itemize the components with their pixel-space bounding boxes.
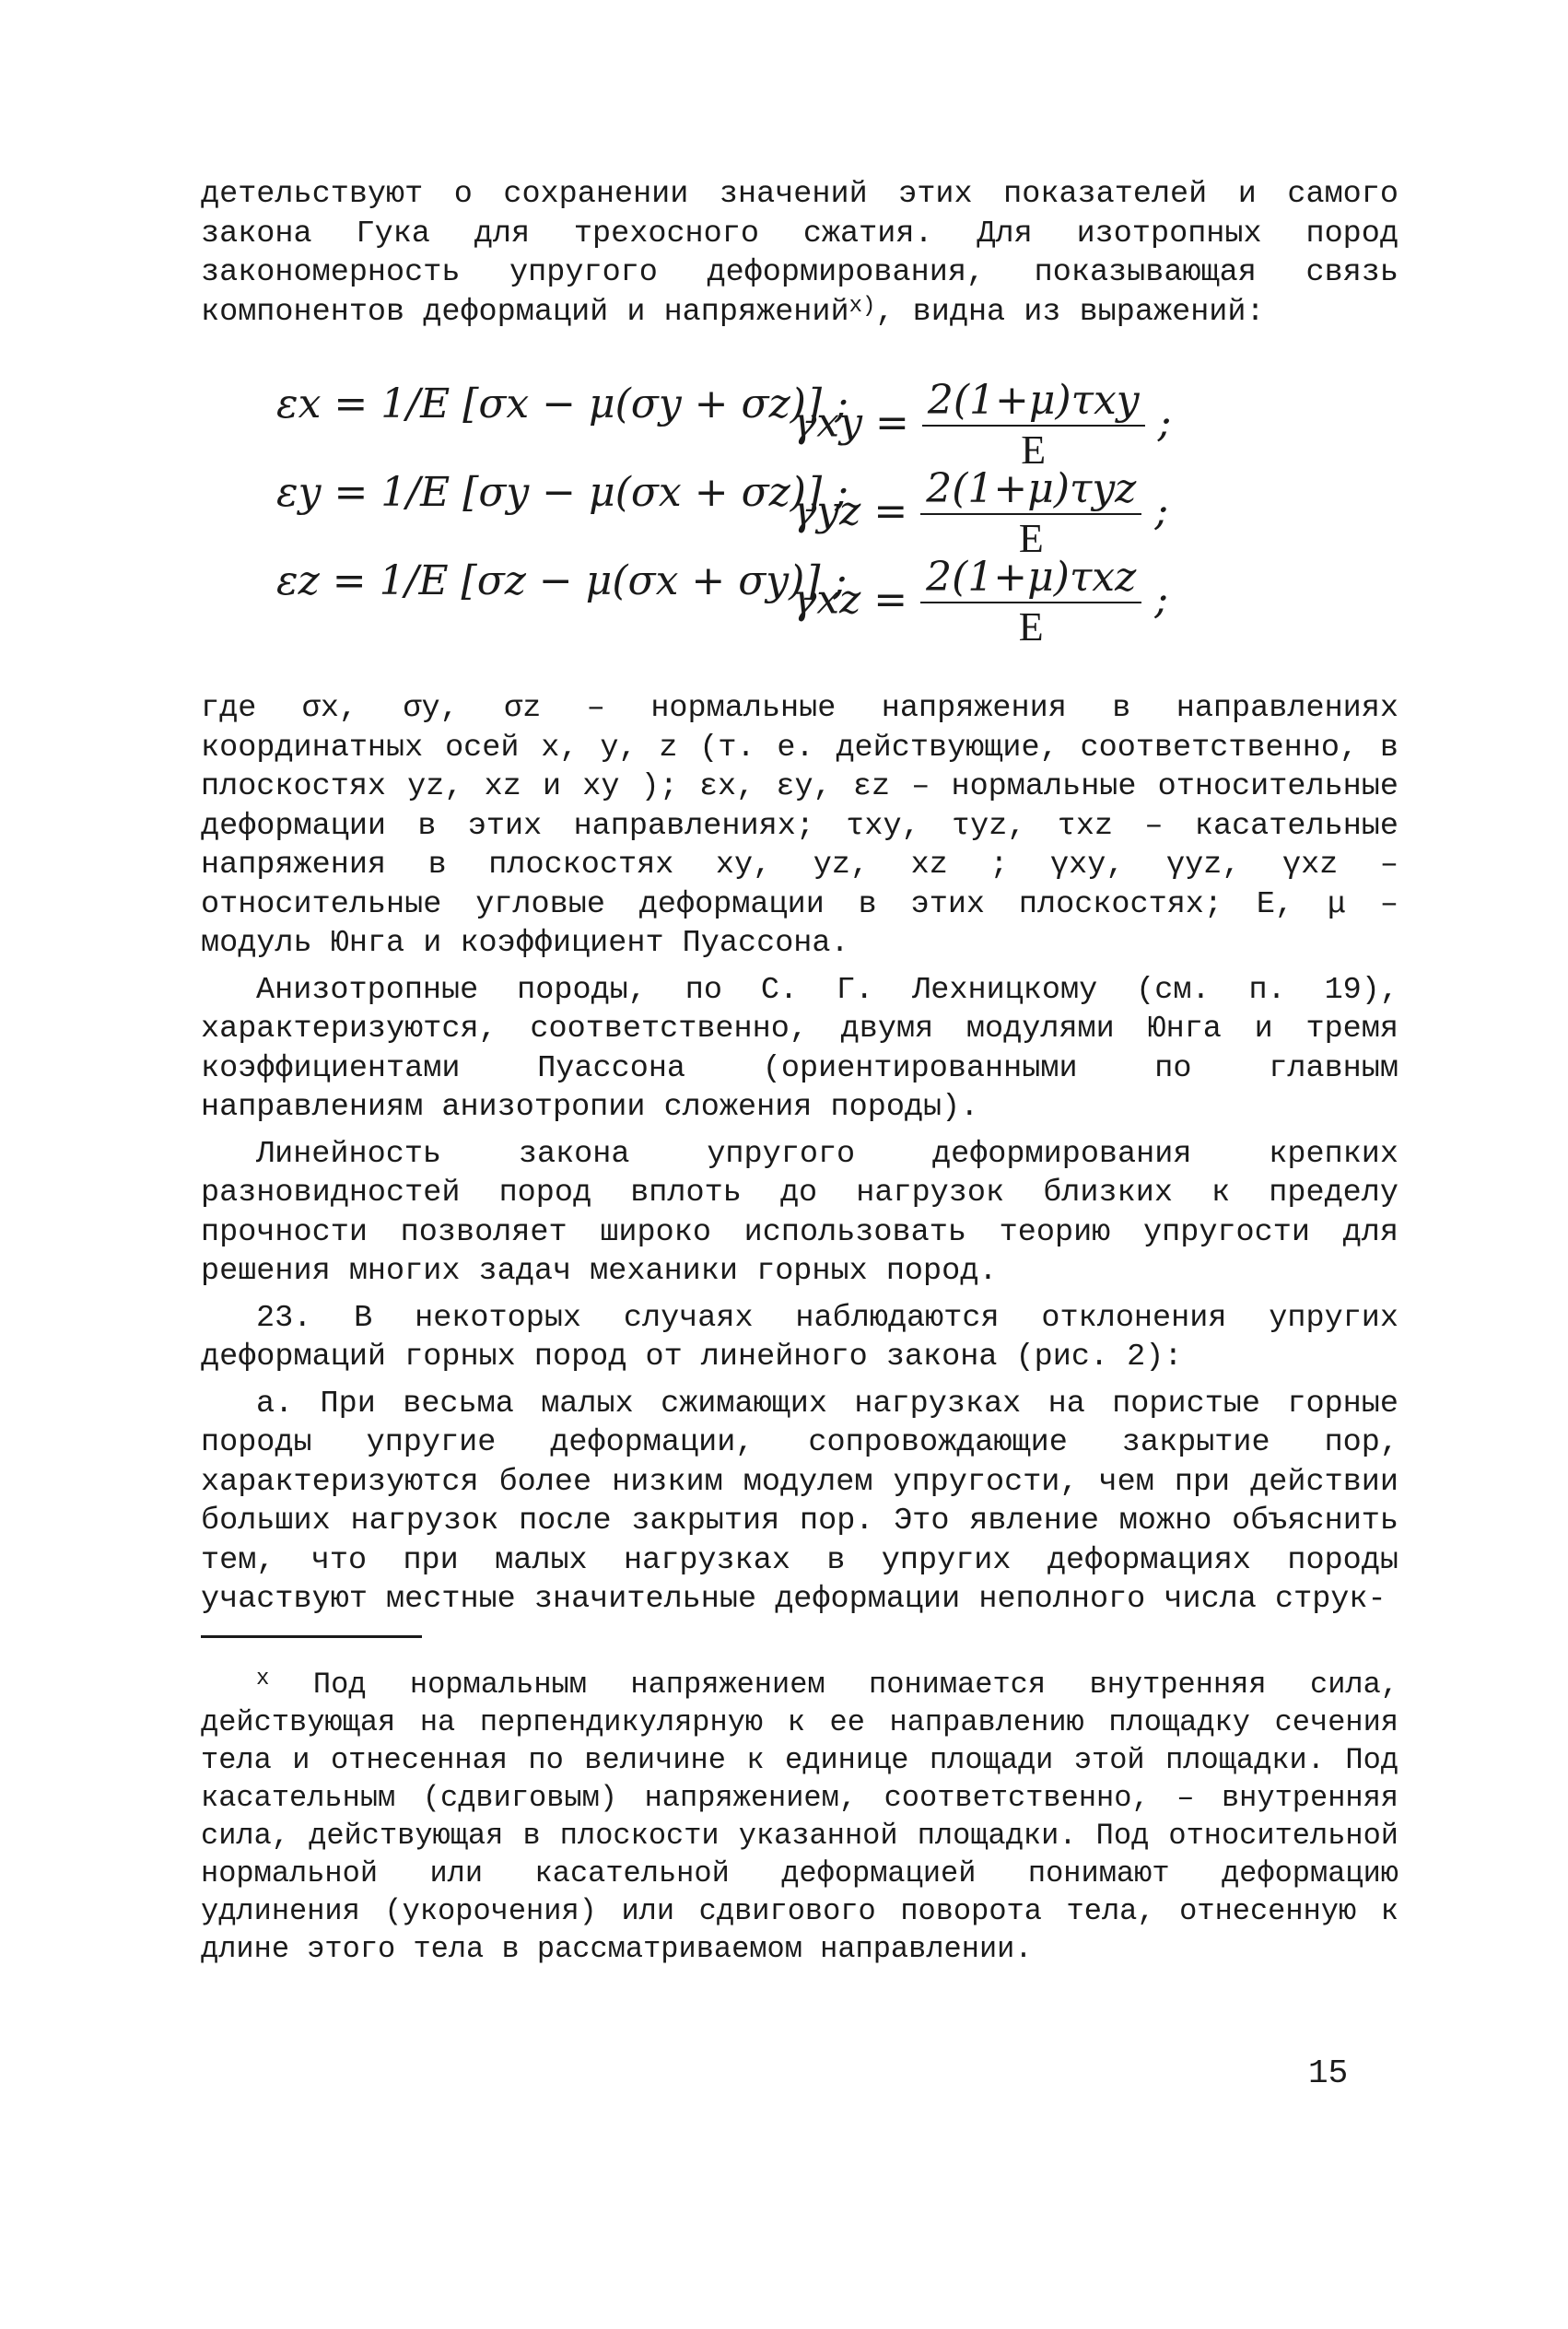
formula-gamma-xz-fraction xyxy=(920,554,1141,650)
formula-epsilon-y: εy = 1/E [σy − μ(σx + σz)] ; xyxy=(276,469,848,516)
formula-semicolon: ; xyxy=(1154,576,1169,624)
formula-semicolon: ; xyxy=(1154,487,1169,535)
formula-gamma-xy-denominator: E xyxy=(1021,427,1047,473)
formula-gamma-xz-denominator: E xyxy=(1018,604,1044,650)
formula-gamma-xz xyxy=(792,554,1169,650)
footnote xyxy=(201,1666,1398,1968)
footnote-marker: x xyxy=(256,1667,270,1691)
item-a-paragraph: а. При весьма малых сжимающих нагрузках на пористые горные породы упругие деформации, сопровождающие закрытие пор, характеризуются более низким модулем упругости, чем при действии больших нагрузок после закрытия пор. Это явление можно объяснить тем, что при малых нагрузках в упругих деформациях породы участвуют местные значительные деформации неполного числа струк- xyxy=(201,1386,1398,1617)
anisotropic-paragraph: Анизотропные породы, по С. Г. Лехницкому (см. п. 19), характеризуются, соответственно, двумя модулями Юнга и тремя коэффициентами Пуассона (ориентированными по главным направлениям анизотропии сложения породы). xyxy=(201,972,1398,1125)
linearity-paragraph: Линейность закона упругого деформирования крепких разновидностей пород вплоть до нагрузок близких к пределу прочности позволяет широко использовать теорию упругости для решения многих задач механики горных пород. xyxy=(201,1136,1398,1289)
formula-gamma-xz-lhs: γxz = xyxy=(792,576,908,624)
formula-gamma-xz-numerator: 2(1+μ)τxz xyxy=(920,557,1141,603)
formula-epsilon-z: εz = 1/E [σz − μ(σx + σy)] ; xyxy=(276,557,848,604)
formula-gamma-yz-lhs: γyz = xyxy=(792,487,908,535)
footnote-divider xyxy=(201,1635,422,1638)
hooke-law-formulas xyxy=(276,364,1253,650)
body-text xyxy=(201,689,1398,1627)
intro-text: детельствуют о сохранении значений этих показателей и самого закона Гука для трехосного сжатия. Для изотропных пород закономерность упругого деформирования, показывающая связь компонентов деформаций и напряжений xyxy=(201,177,1398,330)
page-number: 15 xyxy=(1308,2054,1349,2092)
formula-gamma-xy-numerator: 2(1+μ)τxy xyxy=(922,380,1145,427)
formula-semicolon: ; xyxy=(1157,399,1172,447)
where-paragraph: где σx, σy, σz – нормальные напряжения в направлениях координатных осей x, y, z (т. е. действующие, соответственно, в плоскостях yz, xz и xy ); εx, εy, εz – нормальные относительные деформации в этих направлениях; τxy, τyz, τxz – касательные напряжения в плоскостях xy, yz, xz ; γxy, γyz, γxz – относительные угловые деформации в этих плоскостях; E, μ – модуль Юнга и коэффициент Пуассона. xyxy=(201,691,1398,961)
formula-row-x xyxy=(276,364,1253,473)
section-23-paragraph: 23. В некоторых случаях наблюдаются отклонения упругих деформаций горных пород от линейного закона (рис. 2): xyxy=(201,1300,1398,1375)
intro-text-end: , видна из выражений: xyxy=(875,294,1265,330)
footnote-reference: x) xyxy=(848,293,876,319)
formula-row-y xyxy=(276,452,1253,561)
formula-row-z xyxy=(276,541,1253,650)
intro-paragraph xyxy=(201,175,1398,332)
footnote-text: Под нормальным напряжением понимается внутренняя сила, действующая на перпендикулярную к ее направлению площадку сечения тела и отнесенная по величине к единице площади этой площадки. Под касательным (сдвиговым) напряжением, соответственно, – внутренняя сила, действующая в плоскости указанной площадки. Под относительной нормальной или касательной деформацией понимают деформацию удлинения (укорочения) или сдвигового поворота тела, отнесенную к длине этого тела в рассматриваемом направлении. xyxy=(201,1668,1399,1966)
formula-gamma-yz-denominator: E xyxy=(1018,516,1044,561)
formula-epsilon-x: εx = 1/E [σx − μ(σy + σz)] ; xyxy=(276,380,848,427)
formula-gamma-yz-numerator: 2(1+μ)τyz xyxy=(920,469,1141,515)
formula-gamma-xy-lhs: γxy = xyxy=(792,399,909,447)
